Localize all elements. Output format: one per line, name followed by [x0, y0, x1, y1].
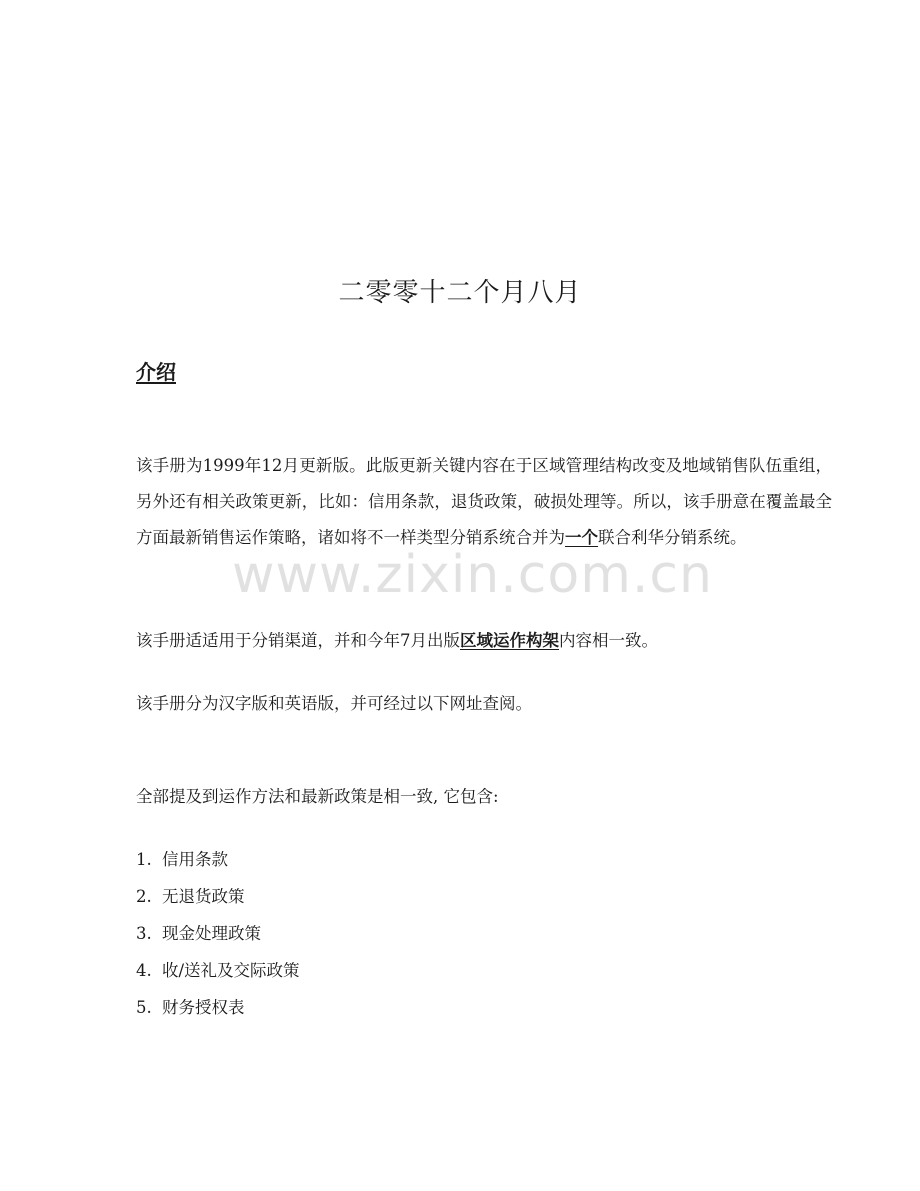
paragraph-intro-emphasis: 一个: [565, 528, 598, 547]
paragraph-intro-text-b: 联合利华分销系统。: [598, 528, 747, 547]
list-item: [136, 915, 300, 952]
list-item-number: 4.: [136, 961, 152, 980]
list-item-text: 无退货政策: [162, 887, 245, 906]
paragraph-scope-text-a: 该手册适适用于分销渠道，并和今年7月出版: [136, 631, 460, 650]
watermark: www.zixin.com.cn: [232, 545, 713, 605]
paragraph-scope-text-b: 内容相一致。: [559, 631, 658, 650]
list-item-text: 收/送礼及交际政策: [162, 961, 300, 980]
policy-list: [136, 841, 300, 1026]
list-item: [136, 841, 300, 878]
list-item: [136, 878, 300, 915]
section-heading: 介绍: [136, 360, 176, 384]
paragraph-intro-text-a: 该手册为1999年12月更新版。此版更新关键内容在于区域管理结构改变及地域销售队伍重组，另外还有相关政策更新，比如：信用条款，退货政策，破损处理等。所以，该手册意在覆盖最全方面最新销售运作策略，诸如将不一样类型分销系统合并为: [136, 456, 832, 547]
list-item-number: 5.: [136, 998, 152, 1017]
list-item-text: 财务授权表: [162, 998, 245, 1017]
list-item-number: 1.: [136, 850, 152, 869]
list-item-number: 3.: [136, 924, 152, 943]
list-item-number: 2.: [136, 887, 152, 906]
document-title: 二零零十二个月八月: [338, 278, 582, 308]
list-item: [136, 989, 300, 1026]
paragraph-contents: 全部提及到运作方法和最新政策是相一致, 它包含:: [136, 787, 499, 806]
paragraph-scope-emphasis: 区域运作构架: [460, 631, 559, 650]
list-item-text: 现金处理政策: [162, 924, 261, 943]
paragraph-versions: 该手册分为汉字版和英语版，并可经过以下网址查阅。: [136, 694, 532, 713]
list-item-text: 信用条款: [162, 850, 228, 869]
paragraph-scope: [136, 623, 832, 659]
list-item: [136, 952, 300, 989]
paragraph-intro: [136, 448, 832, 556]
